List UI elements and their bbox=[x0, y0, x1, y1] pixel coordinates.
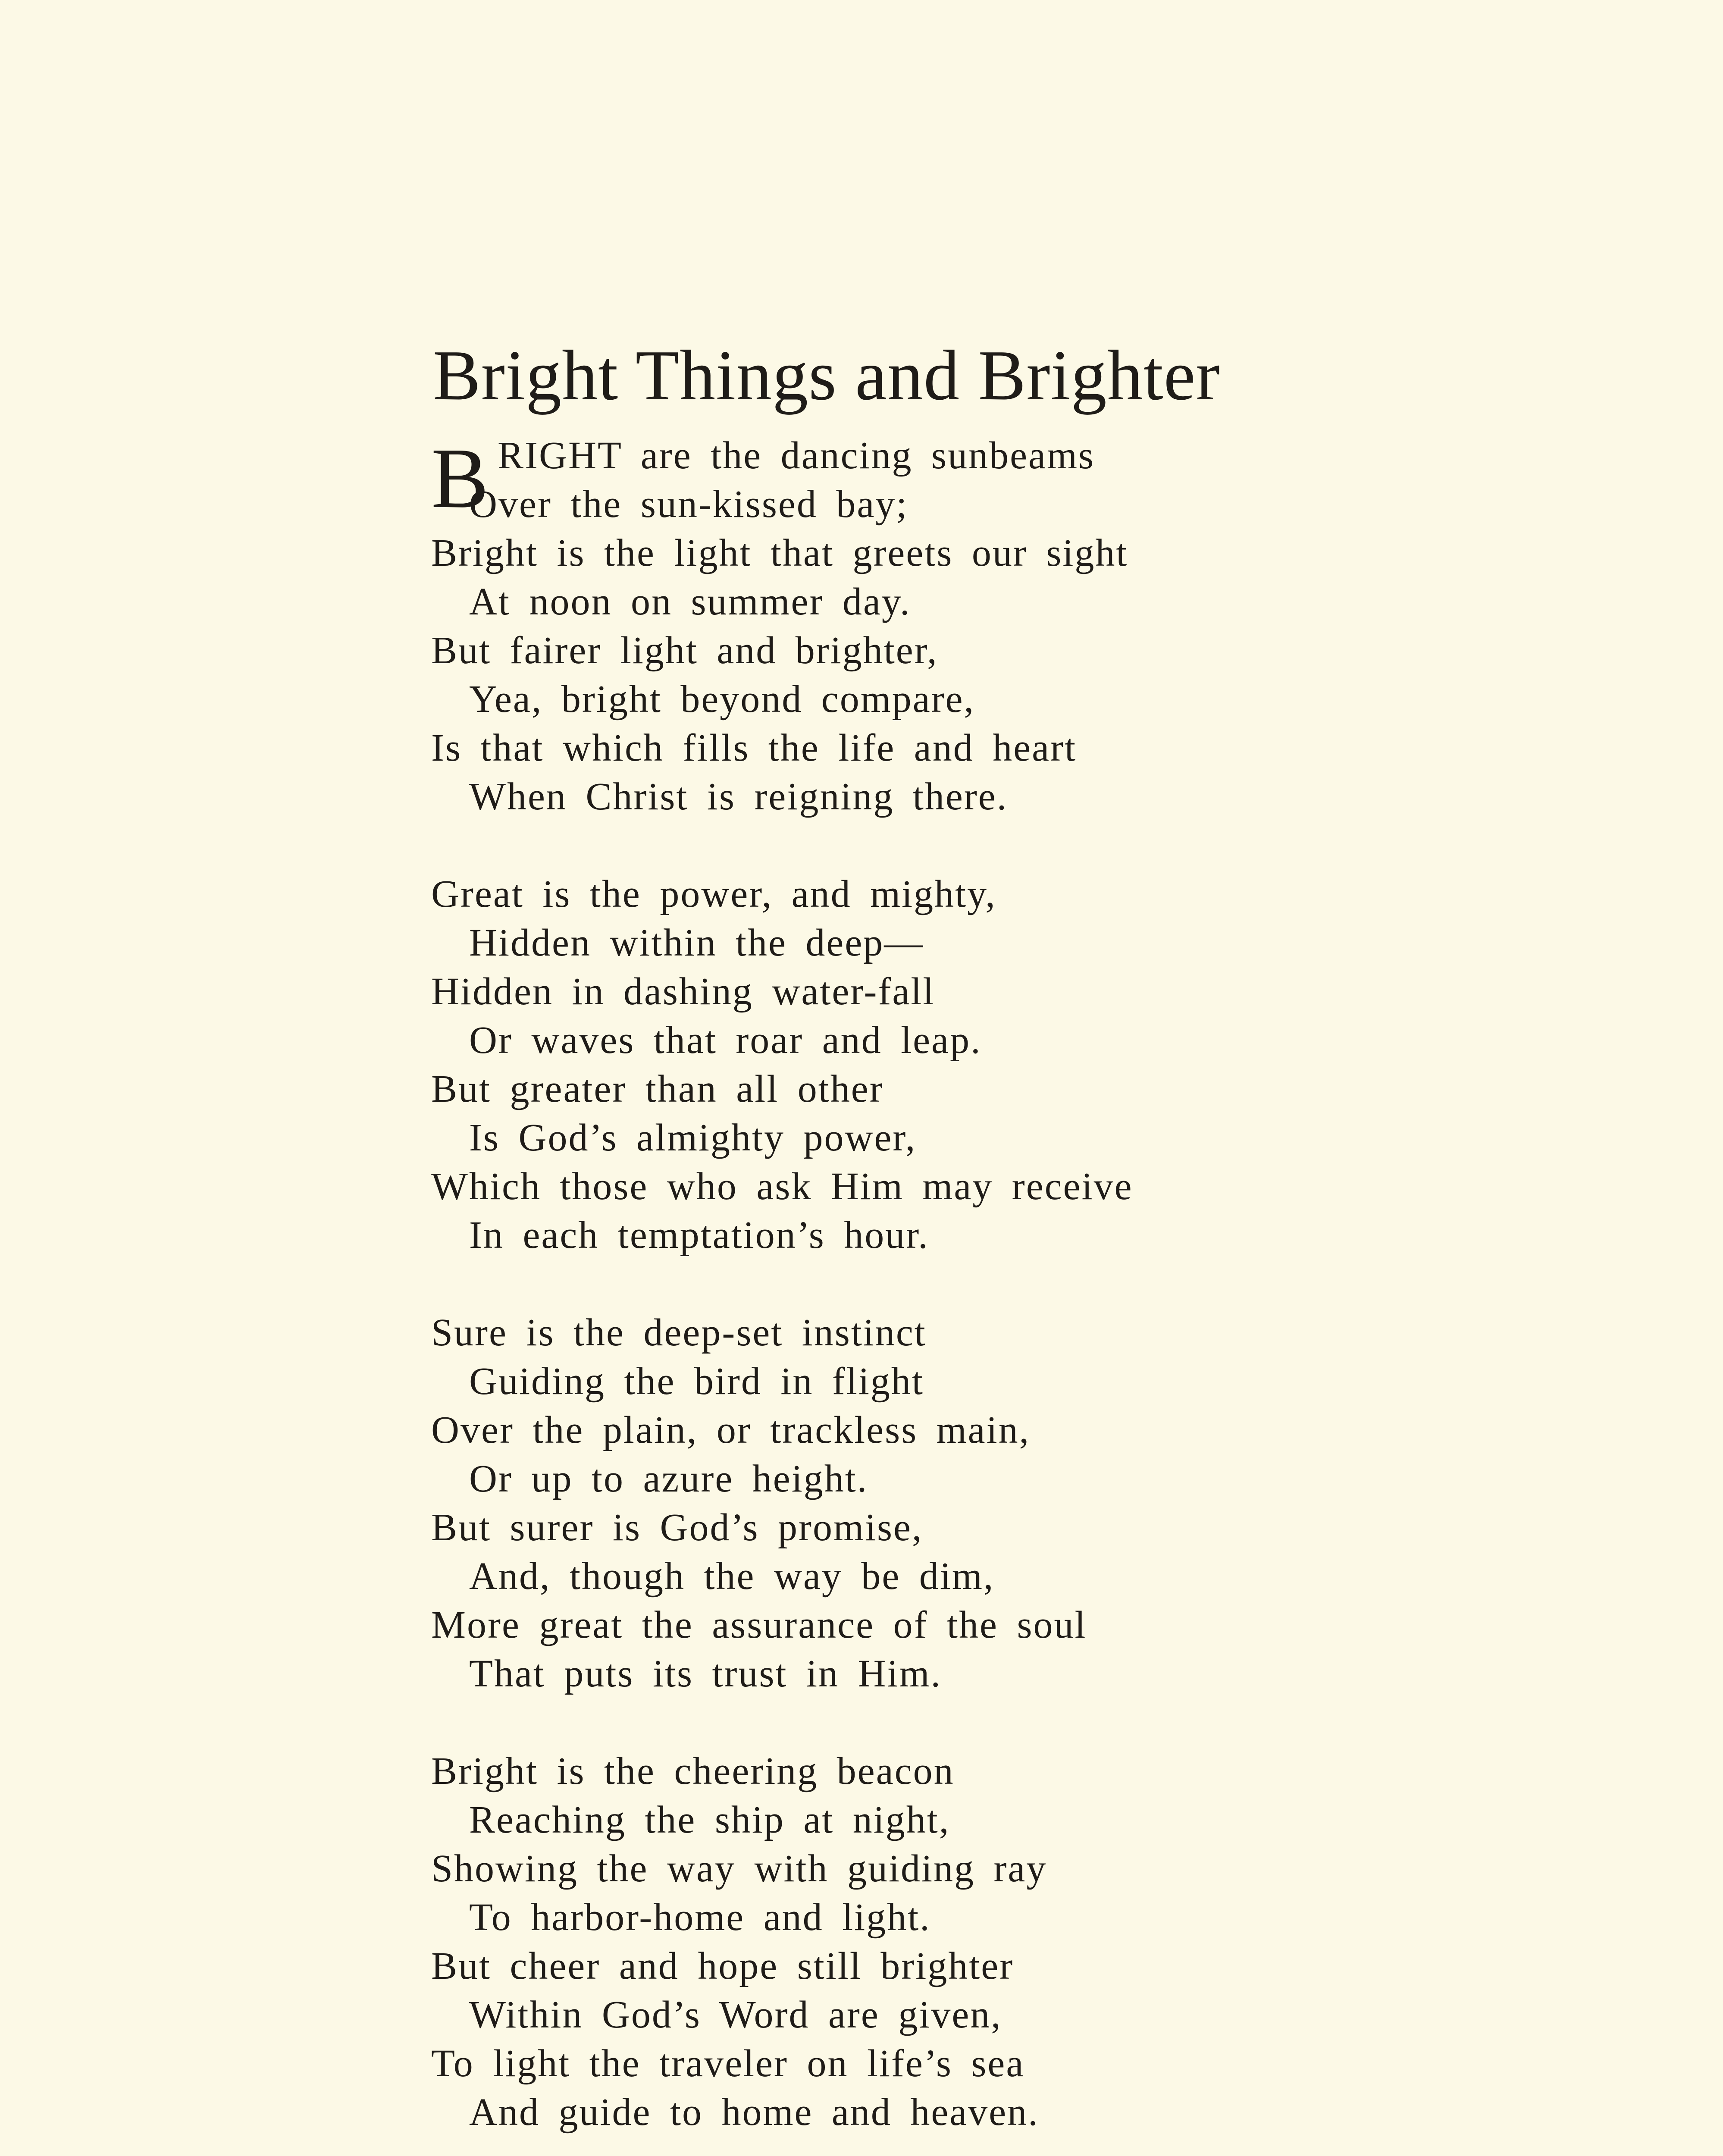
poem-body bbox=[431, 431, 1294, 2156]
poem-line: Reaching the ship at night, bbox=[469, 1799, 950, 1841]
poem-line: But surer is God’s promise, bbox=[431, 1506, 923, 1549]
poem-line: Sure is the deep-set instinct bbox=[431, 1311, 927, 1354]
poem-line: Which those who ask Him may receive bbox=[431, 1165, 1133, 1208]
poem-line: That puts its trust in Him. bbox=[469, 1652, 942, 1695]
poem-line: Hidden in dashing water-fall bbox=[431, 970, 935, 1013]
poem-line: Over the sun-kissed bay; bbox=[469, 483, 908, 526]
drop-cap: B bbox=[431, 431, 489, 526]
poem-line: At noon on summer day. bbox=[469, 580, 911, 623]
poem-line: Showing the way with guiding ray bbox=[431, 1847, 1047, 1890]
stanza-1 bbox=[431, 431, 1294, 821]
poem-line: Over the plain, or trackless main, bbox=[431, 1409, 1031, 1451]
poem-line: Within God’s Word are given, bbox=[469, 1993, 1002, 2036]
poem-line: But cheer and hope still brighter bbox=[431, 1945, 1014, 1987]
poem-line: Guiding the bird in flight bbox=[469, 1360, 924, 1403]
poem-title: Bright Things and Brighter bbox=[433, 335, 1220, 415]
poem-line: To harbor-home and light. bbox=[469, 1896, 931, 1939]
poem-line: But greater than all other bbox=[431, 1068, 884, 1110]
poem-line: Is that which fills the life and heart bbox=[431, 727, 1077, 769]
poem-line: Is God’s almighty power, bbox=[469, 1116, 917, 1159]
poem-line: In each temptation’s hour. bbox=[469, 1214, 929, 1257]
poem-line: Hidden within the deep— bbox=[469, 921, 924, 964]
stanza-4 bbox=[431, 1747, 1294, 2137]
poem-line: When Christ is reigning there. bbox=[469, 775, 1008, 818]
poem-line: And, though the way be dim, bbox=[469, 1555, 995, 1598]
poem-line: Great is the power, and mighty, bbox=[431, 873, 996, 915]
poem-line: Or waves that roar and leap. bbox=[469, 1019, 982, 1062]
poem-line: Yea, bright beyond compare, bbox=[469, 678, 975, 721]
stanza-2 bbox=[431, 870, 1294, 1260]
poem-line: And guide to home and heaven. bbox=[469, 2091, 1039, 2134]
poem-line: To light the traveler on life’s sea bbox=[431, 2042, 1025, 2085]
poem-line: Bright is the light that greets our sight bbox=[431, 532, 1128, 574]
poem-line: Bright is the cheering beacon bbox=[431, 1750, 955, 1792]
stanza-3 bbox=[431, 1308, 1294, 1698]
poem-line: Or up to azure height. bbox=[469, 1457, 868, 1500]
poem-line: More great the assurance of the soul bbox=[431, 1604, 1087, 1646]
poem-line: But fairer light and brighter, bbox=[431, 629, 938, 672]
poem-line: RIGHT are the dancing sunbeams bbox=[498, 434, 1095, 477]
